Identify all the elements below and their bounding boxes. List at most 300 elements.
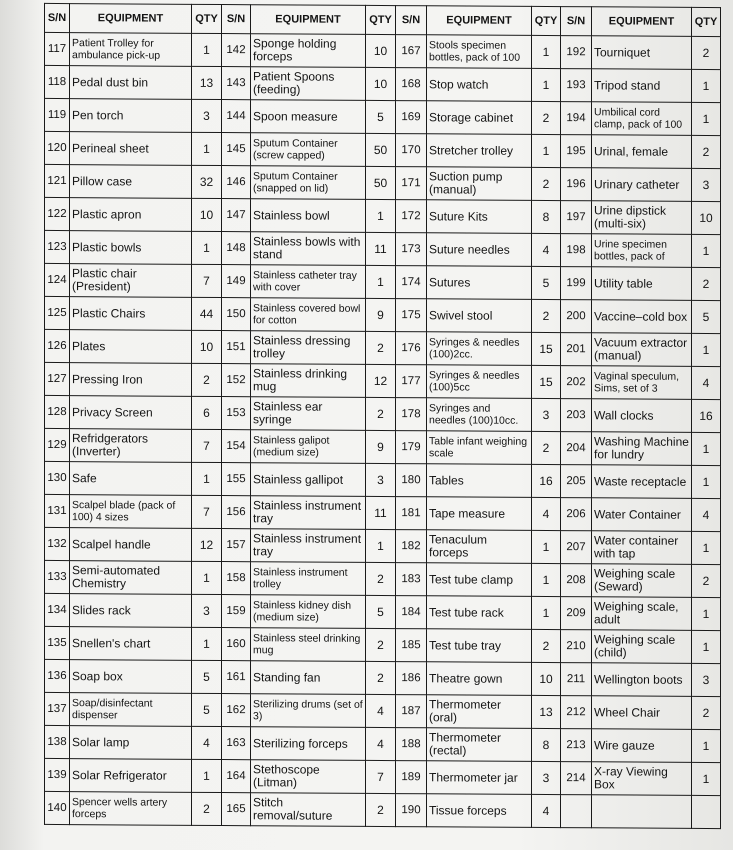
- qty-cell: 9: [366, 430, 396, 463]
- qty-cell: 1: [192, 759, 222, 792]
- table-row: [45, 329, 721, 366]
- sn-cell: 154: [222, 430, 251, 463]
- sn-cell: 121: [45, 164, 70, 197]
- qty-cell: 1: [192, 561, 222, 594]
- qty-cell: 5: [192, 660, 222, 693]
- qty-cell: 1: [366, 529, 396, 562]
- qty-cell: 7: [192, 429, 222, 462]
- qty-cell: 1: [366, 199, 396, 232]
- table-row: [45, 98, 721, 135]
- equipment-cell: Stethoscope (Litman): [251, 760, 366, 794]
- equipment-cell: Stainless instrument tray: [251, 496, 366, 530]
- qty-cell: 3: [532, 761, 561, 794]
- sn-cell: 140: [45, 791, 70, 824]
- sn-cell: 129: [45, 428, 70, 461]
- sn-cell: 209: [561, 597, 592, 630]
- qty-cell: 3: [192, 99, 222, 132]
- qty-cell: 1: [692, 597, 721, 630]
- equipment-cell: Stitch removal/suture: [251, 793, 366, 827]
- sn-cell: 204: [561, 432, 592, 465]
- equipment-cell: Water container with tap: [592, 531, 692, 565]
- equipment-cell: Stainless steel drinking mug: [251, 628, 366, 662]
- sn-cell: 151: [222, 331, 251, 364]
- sn-cell: 180: [396, 464, 427, 497]
- qty-cell: 1: [692, 432, 721, 465]
- table-row: [45, 593, 721, 630]
- qty-cell: 1: [692, 102, 721, 135]
- sn-cell: 125: [45, 296, 70, 329]
- equipment-cell: Wheel Chair: [592, 696, 692, 730]
- qty-cell: 2: [192, 363, 222, 396]
- sn-cell: 165: [222, 793, 251, 826]
- sn-cell: 183: [396, 563, 427, 596]
- qty-cell: 10: [692, 201, 721, 234]
- sn-column-header: S/N: [45, 3, 70, 32]
- equipment-cell: Thermometer jar: [427, 761, 532, 795]
- sn-cell: 161: [222, 661, 251, 694]
- sn-cell: 156: [222, 496, 251, 529]
- equipment-cell: Vacuum extractor (manual): [592, 333, 692, 367]
- sn-cell: 172: [396, 200, 427, 233]
- sn-cell: 171: [396, 167, 427, 200]
- qty-cell: 1: [692, 234, 721, 267]
- qty-cell: 3: [692, 168, 721, 201]
- qty-cell: 5: [366, 595, 396, 628]
- equipment-cell: Weighing scale (child): [592, 630, 692, 664]
- sn-cell: 167: [396, 35, 427, 68]
- qty-cell: 1: [692, 630, 721, 663]
- qty-cell: 15: [532, 332, 561, 365]
- qty-cell: 2: [366, 397, 396, 430]
- equipment-cell: Solar lamp: [70, 726, 192, 760]
- equipment-cell: Washing Machine for lundry: [592, 432, 692, 466]
- equipment-cell: Stools specimen bottles, pack of 100: [427, 35, 532, 69]
- sn-cell: 157: [222, 529, 251, 562]
- sn-cell: 197: [561, 201, 592, 234]
- qty-cell: 8: [532, 728, 561, 761]
- qty-cell: 4: [692, 366, 721, 399]
- equipment-cell: Test tube tray: [427, 629, 532, 663]
- sn-cell: 214: [561, 762, 592, 795]
- qty-cell: 2: [366, 661, 396, 694]
- equipment-cell: Sputum Container (screw capped): [251, 133, 366, 167]
- equipment-cell: Stainless gallipot: [251, 463, 366, 497]
- equipment-cell: Syringes and needles (100)10cc.: [427, 398, 532, 432]
- table-row: [45, 659, 721, 696]
- sn-cell: 117: [45, 32, 70, 65]
- sn-cell: 203: [561, 399, 592, 432]
- equipment-cell: Thermometer (rectal): [427, 728, 532, 762]
- qty-cell: 1: [366, 265, 396, 298]
- equipment-cell: Stainless instrument trolley: [251, 562, 366, 596]
- equipment-cell: Plates: [70, 330, 192, 364]
- table-row: [45, 32, 721, 69]
- sn-cell: 132: [45, 527, 70, 560]
- sn-cell: 122: [45, 197, 70, 230]
- sn-cell: 124: [45, 263, 70, 296]
- qty-column-header: QTY: [532, 6, 561, 35]
- qty-cell: 44: [192, 297, 222, 330]
- qty-cell: 1: [192, 132, 222, 165]
- qty-cell: 7: [366, 760, 396, 793]
- equipment-cell: Tenaculum forceps: [427, 530, 532, 564]
- table-row: [45, 428, 721, 465]
- qty-cell: 2: [692, 36, 721, 69]
- sn-cell: 175: [396, 299, 427, 332]
- qty-cell: 1: [532, 596, 561, 629]
- sn-cell: 198: [561, 234, 592, 267]
- equipment-cell: Test tube rack: [427, 596, 532, 630]
- qty-cell: 3: [366, 463, 396, 496]
- qty-cell: 1: [692, 333, 721, 366]
- sn-cell: 134: [45, 593, 70, 626]
- qty-cell: 13: [532, 695, 561, 728]
- sn-cell: 123: [45, 230, 70, 263]
- sn-column-header: S/N: [222, 5, 251, 34]
- equipment-cell: Urinal, female: [592, 135, 692, 169]
- sn-cell: 127: [45, 362, 70, 395]
- equipment-cell: Privacy Screen: [70, 396, 192, 430]
- equipment-cell: Swivel stool: [427, 299, 532, 333]
- qty-cell: 1: [532, 35, 561, 68]
- sn-cell: 207: [561, 531, 592, 564]
- equipment-cell: Spencer wells artery forceps: [70, 792, 192, 826]
- sn-cell: 182: [396, 530, 427, 563]
- qty-cell: 1: [532, 563, 561, 596]
- qty-cell: 2: [532, 167, 561, 200]
- qty-cell: 2: [366, 628, 396, 661]
- qty-cell: 2: [532, 101, 561, 134]
- sn-cell: 188: [396, 728, 427, 761]
- table-row: [45, 131, 721, 168]
- sn-cell: 211: [561, 663, 592, 696]
- equipment-cell: Storage cabinet: [427, 101, 532, 135]
- table-header: [45, 3, 721, 36]
- table-row: [45, 362, 721, 399]
- equipment-cell: Urinary catheter: [592, 168, 692, 202]
- sn-cell: 160: [222, 628, 251, 661]
- qty-cell: 5: [192, 693, 222, 726]
- equipment-cell: Syringes & needles (100)5cc: [427, 365, 532, 399]
- equipment-cell: Slides rack: [70, 594, 192, 628]
- qty-cell: 10: [366, 67, 396, 100]
- qty-cell: 13: [192, 66, 222, 99]
- table-row: [45, 758, 721, 795]
- qty-cell: 1: [692, 465, 721, 498]
- sn-cell: 142: [222, 34, 251, 67]
- equipment-cell: Syringes & needles (100)2cc.: [427, 332, 532, 366]
- table-row: [45, 692, 721, 729]
- sn-cell: 159: [222, 595, 251, 628]
- equipment-cell: Plastic chair (President): [70, 264, 192, 298]
- qty-cell: 1: [692, 729, 721, 762]
- qty-cell: 9: [366, 298, 396, 331]
- equipment-cell: Umbilical cord clamp, pack of 100: [592, 102, 692, 136]
- qty-cell: 10: [532, 662, 561, 695]
- qty-cell: 1: [192, 231, 222, 264]
- equipment-cell: Stainless dressing trolley: [251, 331, 366, 365]
- table-row: [45, 626, 721, 663]
- qty-cell: 12: [366, 364, 396, 397]
- qty-cell: 50: [366, 133, 396, 166]
- equipment-cell: Tape measure: [427, 497, 532, 531]
- equipment-cell: Refridgerators (Inverter): [70, 429, 192, 463]
- equipment-cell: Suture Kits: [427, 200, 532, 234]
- qty-cell: 7: [192, 264, 222, 297]
- equipment-cell: Safe: [70, 462, 192, 496]
- equipment-cell: Weighing scale (Seward): [592, 564, 692, 598]
- qty-cell: 6: [192, 396, 222, 429]
- sn-cell: 162: [222, 694, 251, 727]
- equipment-cell: Sterilizing drums (set of 3): [251, 694, 366, 728]
- equipment-cell: Water Container: [592, 498, 692, 532]
- qty-cell: 4: [366, 727, 396, 760]
- equipment-cell: Patient Spoons (feeding): [251, 67, 366, 101]
- sn-cell: 147: [222, 199, 251, 232]
- qty-column-header: QTY: [366, 5, 396, 34]
- sn-cell: 133: [45, 560, 70, 593]
- qty-cell: 2: [366, 793, 396, 826]
- equipment-cell: Plastic apron: [70, 198, 192, 232]
- qty-cell: 4: [692, 498, 721, 531]
- sn-cell: 186: [396, 662, 427, 695]
- sn-cell: 155: [222, 463, 251, 496]
- table-row: [45, 230, 721, 267]
- equipment-cell: Solar Refrigerator: [70, 759, 192, 793]
- sn-cell: 201: [561, 333, 592, 366]
- table-row: [45, 791, 721, 828]
- qty-cell: 32: [192, 165, 222, 198]
- equipment-cell: Sponge holding forceps: [251, 34, 366, 68]
- sn-cell: 150: [222, 298, 251, 331]
- qty-cell: 2: [692, 564, 721, 597]
- qty-cell: 2: [366, 331, 396, 364]
- equipment-column-header: EQUIPMENT: [592, 7, 692, 37]
- equipment-cell: Weighing scale, adult: [592, 597, 692, 631]
- qty-cell: 1: [532, 68, 561, 101]
- sn-cell: 194: [561, 102, 592, 135]
- sn-cell: 130: [45, 461, 70, 494]
- equipment-cell: Wellington boots: [592, 663, 692, 697]
- qty-cell: 4: [532, 497, 561, 530]
- equipment-cell: Waste receptacle: [592, 465, 692, 499]
- equipment-cell: Patient Trolley for ambulance pick-up: [70, 33, 192, 67]
- sn-cell: 149: [222, 265, 251, 298]
- equipment-cell: Stainless covered bowl for cotton: [251, 298, 366, 332]
- sn-cell: 210: [561, 630, 592, 663]
- equipment-cell: Tissue forceps: [427, 794, 532, 828]
- table-row: [45, 725, 721, 762]
- qty-cell: 1: [532, 530, 561, 563]
- equipment-cell: Wall clocks: [592, 399, 692, 433]
- table-row: [45, 65, 721, 102]
- table-row: [45, 494, 721, 531]
- equipment-cell: Stainless catheter tray with cover: [251, 265, 366, 299]
- qty-cell: 3: [532, 398, 561, 431]
- qty-cell: 3: [692, 663, 721, 696]
- qty-cell: 1: [692, 762, 721, 795]
- sn-cell: 139: [45, 758, 70, 791]
- qty-cell: 4: [366, 694, 396, 727]
- equipment-column-header: EQUIPMENT: [70, 4, 192, 34]
- equipment-cell: Scalpel blade (pack of 100) 4 sizes: [70, 495, 192, 529]
- sn-cell: 190: [396, 794, 427, 827]
- table-row: [45, 560, 721, 597]
- equipment-cell: Stainless instrument tray: [251, 529, 366, 563]
- sn-cell: 200: [561, 300, 592, 333]
- qty-cell: 16: [532, 464, 561, 497]
- sn-cell: 168: [396, 68, 427, 101]
- qty-cell: 10: [192, 198, 222, 231]
- equipment-cell: Scalpel handle: [70, 528, 192, 562]
- sn-cell: 185: [396, 629, 427, 662]
- sn-column-header: S/N: [396, 6, 427, 35]
- sn-cell: 138: [45, 725, 70, 758]
- qty-cell: 11: [366, 232, 396, 265]
- qty-cell: 2: [366, 562, 396, 595]
- sn-cell: 145: [222, 133, 251, 166]
- equipment-cell: Stop watch: [427, 68, 532, 102]
- qty-cell: 8: [532, 200, 561, 233]
- equipment-cell: Urine specimen bottles, pack of: [592, 234, 692, 268]
- equipment-cell: Soap box: [70, 660, 192, 694]
- table-row: [45, 263, 721, 300]
- table-body: [45, 32, 721, 828]
- sn-cell: 126: [45, 329, 70, 362]
- equipment-cell: X-ray Viewing Box: [592, 762, 692, 796]
- sn-cell: 148: [222, 232, 251, 265]
- sn-cell: 195: [561, 135, 592, 168]
- equipment-cell: Tables: [427, 464, 532, 498]
- sn-cell: 135: [45, 626, 70, 659]
- sn-cell: 187: [396, 695, 427, 728]
- qty-cell: 4: [532, 794, 561, 827]
- sn-cell: 169: [396, 101, 427, 134]
- equipment-cell: Vaccine–cold box: [592, 300, 692, 334]
- sn-cell: 179: [396, 431, 427, 464]
- equipment-cell: Soap/disinfectant dispenser: [70, 693, 192, 727]
- sn-cell: 177: [396, 365, 427, 398]
- equipment-cell: [592, 795, 692, 829]
- table-row: [45, 461, 721, 498]
- table-row: [45, 164, 721, 201]
- equipment-cell: Wire gauze: [592, 729, 692, 763]
- equipment-cell: Utility table: [592, 267, 692, 301]
- qty-cell: 2: [692, 267, 721, 300]
- equipment-cell: Sutures: [427, 266, 532, 300]
- equipment-cell: Pedal dust bin: [70, 66, 192, 100]
- equipment-cell: Stretcher trolley: [427, 134, 532, 168]
- sn-cell: 213: [561, 729, 592, 762]
- qty-cell: 3: [192, 594, 222, 627]
- qty-cell: 10: [192, 330, 222, 363]
- equipment-cell: Test tube clamp: [427, 563, 532, 597]
- qty-cell: 1: [692, 531, 721, 564]
- equipment-cell: Thermometer (oral): [427, 695, 532, 729]
- qty-cell: 1: [192, 33, 222, 66]
- table-row: [45, 197, 721, 234]
- sn-cell: 208: [561, 564, 592, 597]
- sn-cell: 212: [561, 696, 592, 729]
- table-row: [45, 296, 721, 333]
- equipment-cell: Vaginal speculum, Sims, set of 3: [592, 366, 692, 400]
- equipment-cell: Urine dipstick (multi-six): [592, 201, 692, 235]
- equipment-cell: Semi-automated Chemistry: [70, 561, 192, 595]
- equipment-column-header: EQUIPMENT: [427, 6, 532, 36]
- sn-cell: 128: [45, 395, 70, 428]
- qty-cell: 2: [692, 696, 721, 729]
- equipment-cell: Tourniquet: [592, 36, 692, 70]
- equipment-cell: Suture needles: [427, 233, 532, 267]
- qty-cell: 15: [532, 365, 561, 398]
- qty-column-header: QTY: [692, 7, 721, 36]
- sn-cell: 144: [222, 100, 251, 133]
- table-row: [45, 395, 721, 432]
- sn-cell: 206: [561, 498, 592, 531]
- sn-cell: 202: [561, 366, 592, 399]
- qty-cell: 12: [192, 528, 222, 561]
- equipment-cell: Stainless galipot (medium size): [251, 430, 366, 464]
- equipment-cell: Stainless drinking mug: [251, 364, 366, 398]
- qty-cell: 10: [366, 34, 396, 67]
- equipment-cell: Table infant weighing scale: [427, 431, 532, 465]
- qty-cell: 2: [532, 299, 561, 332]
- equipment-cell: Sterilizing forceps: [251, 727, 366, 761]
- qty-cell: 5: [366, 100, 396, 133]
- sn-cell: 178: [396, 398, 427, 431]
- equipment-cell: Pen torch: [70, 99, 192, 133]
- equipment-cell: Pillow case: [70, 165, 192, 199]
- sn-cell: [561, 795, 592, 828]
- sn-cell: 163: [222, 727, 251, 760]
- sn-cell: 164: [222, 760, 251, 793]
- equipment-cell: Snellen's chart: [70, 627, 192, 661]
- sn-cell: 131: [45, 494, 70, 527]
- sn-cell: 192: [561, 36, 592, 69]
- equipment-cell: Standing fan: [251, 661, 366, 695]
- equipment-cell: Tripod stand: [592, 69, 692, 103]
- equipment-cell: Stainless bowl: [251, 199, 366, 233]
- sn-cell: 181: [396, 497, 427, 530]
- equipment-cell: Stainless kidney dish (medium size): [251, 595, 366, 629]
- sn-cell: 137: [45, 692, 70, 725]
- sn-cell: 170: [396, 134, 427, 167]
- equipment-table: [44, 3, 721, 829]
- equipment-cell: Theatre gown: [427, 662, 532, 696]
- qty-cell: 4: [532, 233, 561, 266]
- sn-cell: 143: [222, 67, 251, 100]
- qty-cell: 2: [192, 792, 222, 825]
- sn-cell: 205: [561, 465, 592, 498]
- qty-cell: 1: [532, 134, 561, 167]
- equipment-cell: Pressing Iron: [70, 363, 192, 397]
- qty-cell: 50: [366, 166, 396, 199]
- qty-cell: 2: [692, 135, 721, 168]
- qty-cell: 16: [692, 399, 721, 432]
- qty-cell: [692, 795, 721, 828]
- sn-cell: 146: [222, 166, 251, 199]
- sn-cell: 153: [222, 397, 251, 430]
- equipment-cell: Plastic Chairs: [70, 297, 192, 331]
- sn-cell: 189: [396, 761, 427, 794]
- sn-column-header: S/N: [561, 7, 592, 36]
- qty-cell: 2: [532, 629, 561, 662]
- qty-cell: 7: [192, 495, 222, 528]
- qty-cell: 1: [192, 462, 222, 495]
- sn-cell: 119: [45, 98, 70, 131]
- qty-cell: 11: [366, 496, 396, 529]
- sn-cell: 158: [222, 562, 251, 595]
